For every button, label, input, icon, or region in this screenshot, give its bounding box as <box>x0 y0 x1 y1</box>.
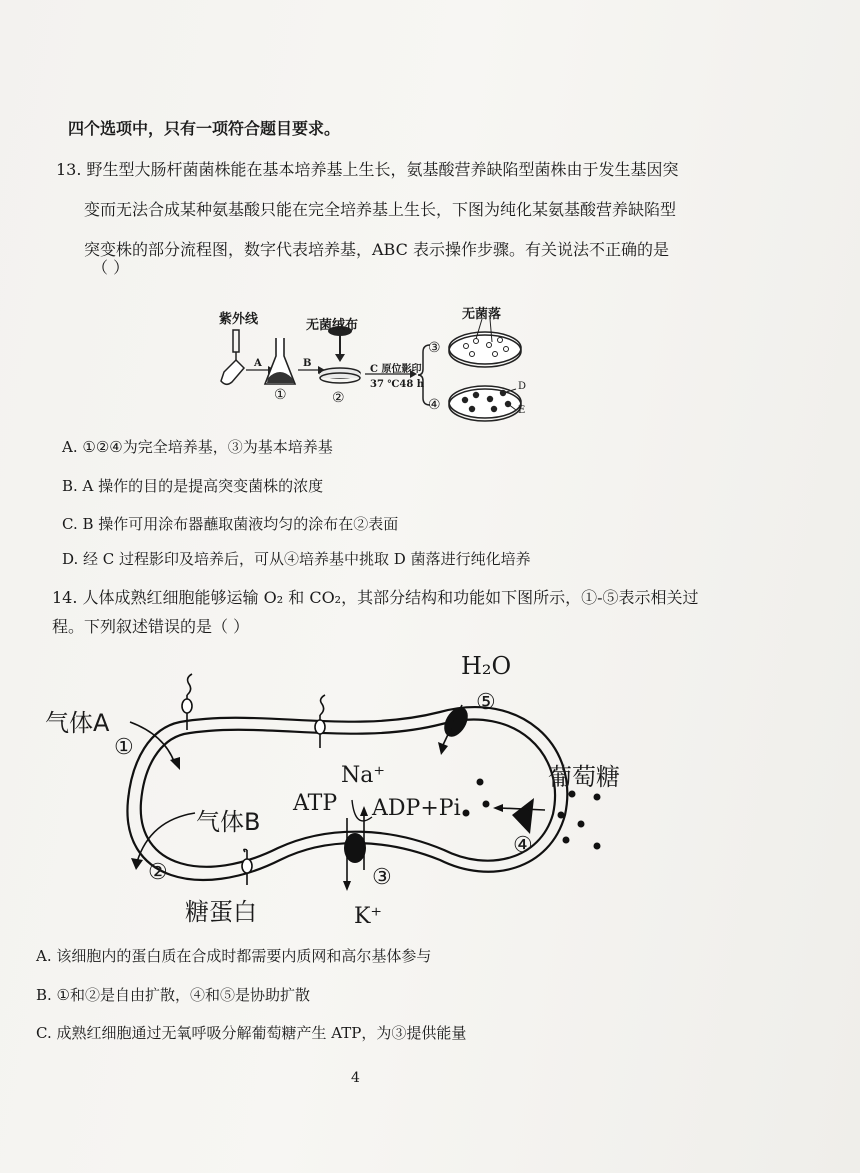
medium-1-label: ① <box>274 387 287 403</box>
section-instruction: 四个选项中，只有一项符合题目要求。 <box>68 119 341 138</box>
glucose-label: 葡萄糖 <box>548 763 620 791</box>
q13-option-c: C. B 操作可用涂布器蘸取菌液均匀的涂布在②表面 <box>62 515 399 533</box>
process-5-label: ⑤ <box>476 690 496 715</box>
q14-stem-line1: 14. 人体成熟红细胞能够运输 O₂ 和 CO₂，其部分结构和功能如下图所示，①-⑤表示相关过 <box>52 588 699 607</box>
gas-a-label: 气体A <box>45 709 110 737</box>
medium-3-label: ③ <box>428 340 441 356</box>
q13-answer-blank: （ ） <box>92 258 130 277</box>
water-label: H₂O <box>461 652 512 680</box>
velvet-label: 无菌绒布 <box>306 318 359 333</box>
q14-option-b: B. ①和②是自由扩散，④和⑤是协助扩散 <box>36 986 311 1004</box>
page-number: 4 <box>351 1070 360 1086</box>
gas-b-label: 气体B <box>196 808 261 836</box>
process-3-label: ③ <box>372 865 392 890</box>
glucose-transporter <box>512 798 534 834</box>
colony-e-label: E <box>518 405 526 416</box>
q14-option-a: A. 该细胞内的蛋白质在合成时都需要内质网和高尔基体参与 <box>36 947 432 965</box>
potassium-label: K⁺ <box>354 904 383 929</box>
q13-stem-line3: 突变株的部分流程图，数字代表培养基，ABC 表示操作步骤。有关说法不正确的是 <box>84 240 669 259</box>
q13-option-d: D. 经 C 过程影印及培养后，可从④培养基中挑取 D 菌落进行纯化培养 <box>62 550 531 568</box>
atp-label: ATP <box>293 791 338 816</box>
sodium-label: Na⁺ <box>341 763 385 788</box>
step-a-label: A <box>254 358 262 369</box>
step-b-label: B <box>303 358 312 369</box>
uv-label: 紫外线 <box>219 312 259 327</box>
step-c-label: C 原位影印 <box>370 364 422 375</box>
q14-stem-line2: 程。下列叙述错误的是（ ） <box>52 617 250 636</box>
colony-d-label: D <box>518 381 527 392</box>
q14-option-c: C. 成熟红细胞通过无氧呼吸分解葡萄糖产生 ATP，为③提供能量 <box>36 1024 467 1042</box>
glycoprotein-label: 糖蛋白 <box>185 898 257 926</box>
medium-4-label: ④ <box>428 397 441 413</box>
no-colony-label: 无菌落 <box>462 307 502 322</box>
process-2-label: ② <box>148 860 168 885</box>
aquaporin <box>439 703 472 741</box>
q13-option-b: B. A 操作的目的是提高突变菌株的浓度 <box>62 477 324 495</box>
culture-label: 37 ℃48 h <box>370 379 425 390</box>
process-1-label: ① <box>114 735 134 760</box>
q13-stem-line1: 13. 野生型大肠杆菌菌株能在基本培养基上生长，氨基酸营养缺陷型菌株由于发生基因突 <box>56 160 679 179</box>
process-4-label: ④ <box>513 833 533 858</box>
medium-2-label: ② <box>332 390 345 406</box>
q13-stem-line2: 变而无法合成某种氨基酸只能在完全培养基上生长，下图为纯化某氨基酸营养缺陷型 <box>84 200 677 219</box>
q13-option-a: A. ①②④为完全培养基，③为基本培养基 <box>62 438 333 456</box>
adp-label: ADP+Pi <box>372 796 461 821</box>
